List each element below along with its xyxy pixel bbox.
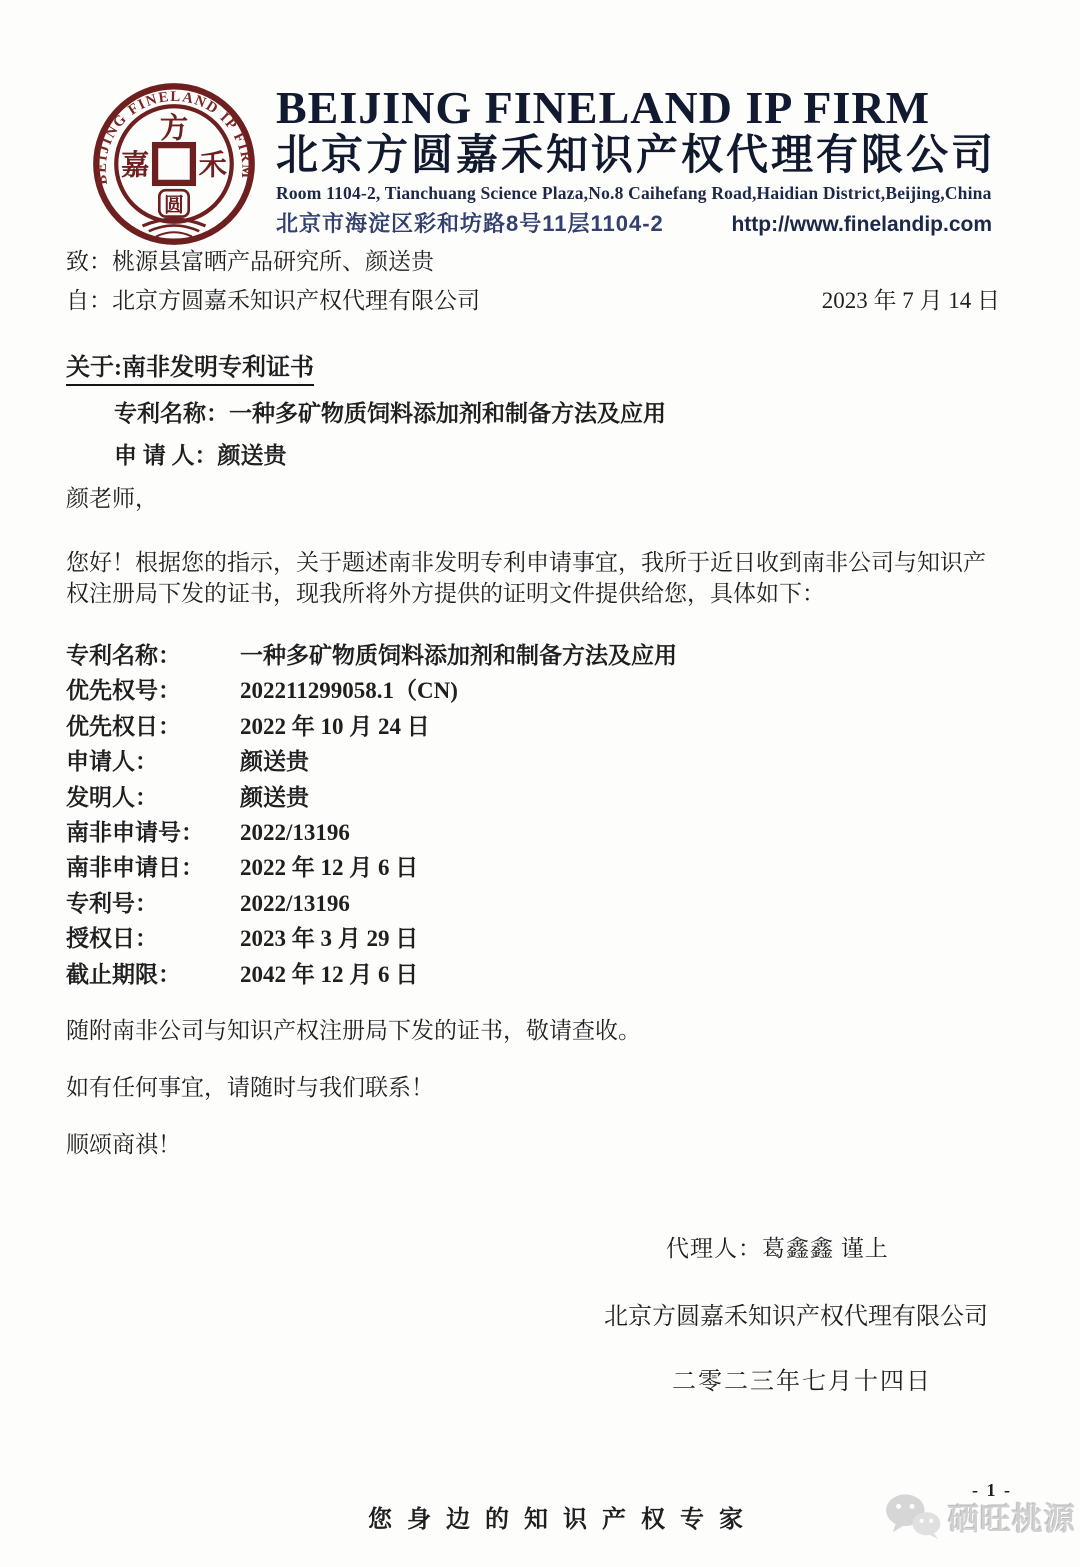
chat-bubbles-icon (884, 1492, 942, 1540)
watermark (884, 1492, 1076, 1540)
detail-label: 南非申请号： (66, 820, 204, 846)
detail-value: 2022 年 10 月 24 日 (240, 713, 430, 739)
detail-value: 2023 年 3 月 29 日 (240, 926, 419, 952)
detail-label: 专利号： (66, 890, 158, 916)
seal-char-bottom: 圆 (164, 194, 184, 217)
footer-slogan: 您身边的知识产权专家 (368, 1507, 758, 1533)
to-line (66, 247, 1014, 277)
closing-regards-line: 顺颂商祺！ (66, 1132, 181, 1157)
from-label: 自： (66, 288, 112, 313)
subject-applicant: 申 请 人：颜送贵 (114, 443, 287, 468)
table-row (66, 744, 966, 779)
seal-ring-text: BEIJING FINELAND IP FIRM (93, 88, 255, 186)
seal-char-top: 方 (159, 113, 189, 145)
detail-value: 2022 年 12 月 6 日 (240, 855, 419, 881)
table-row (66, 815, 966, 850)
detail-value: 202211299058.1（CN) (240, 678, 458, 704)
intro-paragraph (66, 547, 1018, 609)
table-row (66, 886, 966, 921)
from-value: 北京方圆嘉禾知识产权代理有限公司 (112, 288, 480, 313)
detail-label: 申请人： (66, 749, 158, 775)
to-value: 桃源县富晒产品研究所、颜送贵 (112, 249, 434, 274)
detail-value: 颜送贵 (240, 749, 309, 775)
signature-date: 二零二三年七月十四日 (672, 1369, 932, 1395)
detail-value: 颜送贵 (240, 784, 309, 810)
seal-char-right: 禾 (198, 150, 228, 182)
letterhead (276, 82, 997, 238)
detail-label: 优先权号： (66, 678, 181, 704)
intro-paragraph-line2: 权注册局下发的证书，现我所将外方提供的证明文件提供给您，具体如下： (66, 581, 825, 606)
detail-label: 授权日： (66, 926, 158, 952)
closing-attachment-line: 随附南非公司与知识产权注册局下发的证书，敬请查收。 (66, 1018, 641, 1043)
patent-details-table (66, 638, 966, 992)
table-row (66, 709, 966, 744)
page-number: - 1 - (972, 1480, 1012, 1500)
from-line (66, 286, 1014, 316)
firm-address-en: Room 1104-2, Tianchuang Science Plaza,No.8 Caihefang Road,Haidian District,Beijing,China (276, 183, 992, 204)
table-row (66, 673, 966, 708)
to-label: 致： (66, 249, 112, 274)
salutation: 颜老师， (66, 486, 158, 511)
signature-company: 北京方圆嘉禾知识产权代理有限公司 (604, 1304, 988, 1330)
letter-meta (66, 247, 1014, 325)
table-row (66, 957, 966, 992)
detail-label: 截止期限： (66, 961, 181, 987)
firm-name-cn: 北京方圆嘉禾知识产权代理有限公司 (276, 132, 997, 179)
subject-patent-title: 专利名称：一种多矿物质饲料添加剂和制备方法及应用 (114, 401, 666, 426)
seal-char-left: 嘉 (120, 150, 150, 182)
firm-name-en: BEIJING FINELAND IP FIRM (276, 82, 931, 133)
closing-contact-line: 如有任何事宜，请随时与我们联系！ (66, 1075, 434, 1100)
signature-agent: 代理人：葛鑫鑫 谨上 (666, 1236, 889, 1261)
detail-label: 优先权日： (66, 713, 181, 739)
detail-value: 2022/13196 (240, 890, 350, 916)
letter-date: 2023 年 7 月 14 日 (821, 288, 1000, 313)
detail-value: 2022/13196 (240, 820, 350, 846)
subject-title: 关于:南非发明专利证书 (66, 347, 314, 386)
firm-seal-logo (90, 80, 258, 248)
firm-address-row (276, 207, 992, 238)
watermark-text: 硒旺桃源 (948, 1501, 1076, 1537)
table-row (66, 850, 966, 885)
detail-label: 专利名称： (66, 643, 181, 668)
intro-paragraph-line1: 您好！根据您的指示，关于题述南非发明专利申请事宜，我所于近日收到南非公司与知识产 (66, 550, 986, 575)
table-row (66, 638, 966, 673)
table-row (66, 780, 966, 815)
firm-address-cn: 北京市海淀区彩和坊路8号11层1104-2 (276, 211, 664, 237)
detail-value: 2042 年 12 月 6 日 (240, 961, 419, 987)
table-row (66, 921, 966, 956)
seal-logo-icon (90, 80, 258, 248)
detail-label: 发明人： (66, 784, 158, 810)
detail-value: 一种多矿物质饲料添加剂和制备方法及应用 (240, 643, 677, 668)
detail-label: 南非申请日： (66, 855, 204, 881)
firm-website-link[interactable]: http://www.finelandip.com (731, 213, 992, 237)
subject-block (66, 347, 966, 470)
